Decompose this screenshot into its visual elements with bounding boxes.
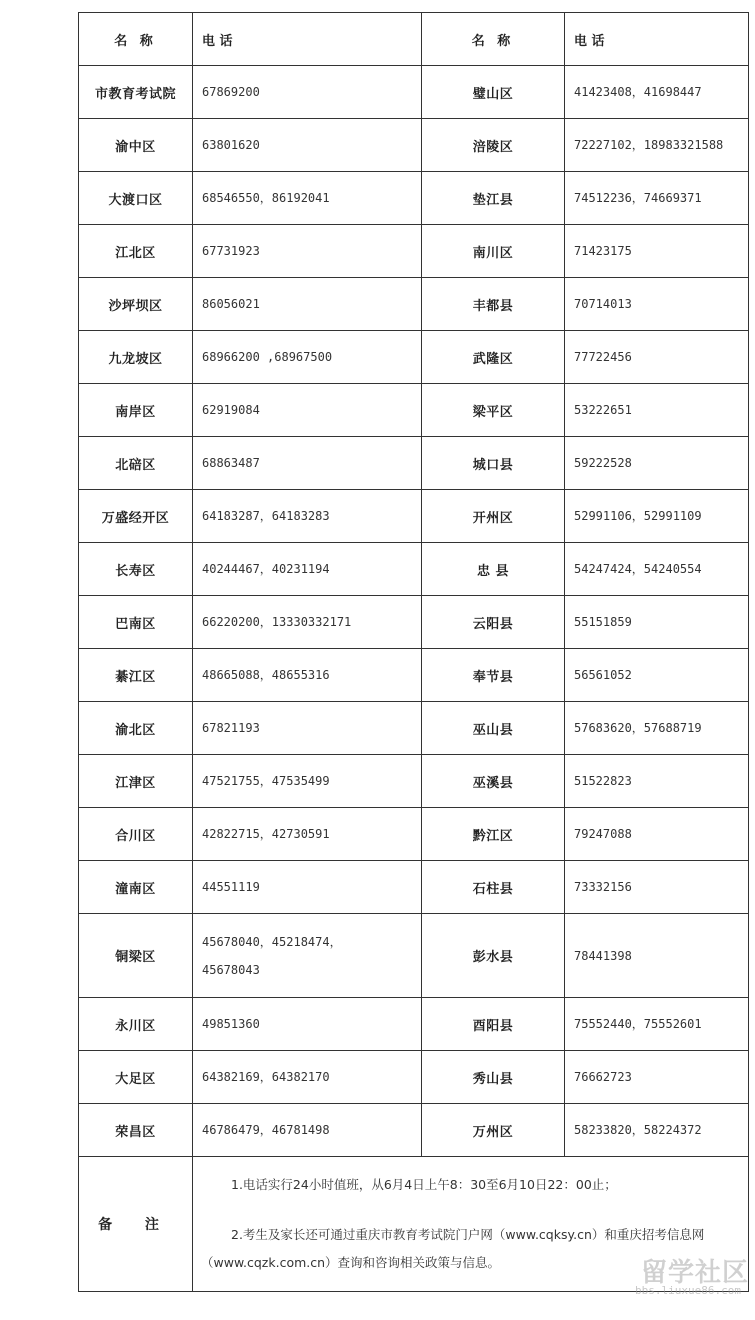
- table-row: [79, 490, 749, 543]
- left-district-name: 荣昌区: [79, 1104, 193, 1157]
- right-phone-number: 79247088: [565, 808, 749, 861]
- left-phone-number: 64382169，64382170: [193, 1051, 422, 1104]
- left-phone-number: 67731923: [193, 225, 422, 278]
- table-row: [79, 437, 749, 490]
- right-phone-number: 56561052: [565, 649, 749, 702]
- left-district-name: 綦江区: [79, 649, 193, 702]
- right-district-name: 梁平区: [422, 384, 565, 437]
- name-column-header: 名 称: [79, 13, 193, 66]
- watermark-url: bbs.liuxue86.com: [635, 1284, 741, 1297]
- table-row: [79, 331, 749, 384]
- left-phone-number: 64183287，64183283: [193, 490, 422, 543]
- right-phone-number: 71423175: [565, 225, 749, 278]
- left-district-name: 九龙坡区: [79, 331, 193, 384]
- notes-label: 备 注: [79, 1157, 193, 1292]
- left-district-name: 长寿区: [79, 543, 193, 596]
- right-phone-number: 53222651: [565, 384, 749, 437]
- table-row: [79, 596, 749, 649]
- watermark-logo-text: 留学社区: [640, 1258, 749, 1288]
- left-phone-number: 48665088，48655316: [193, 649, 422, 702]
- left-district-name: 合川区: [79, 808, 193, 861]
- table-row: [79, 755, 749, 808]
- right-phone-number: 76662723: [565, 1051, 749, 1104]
- table-row: [79, 702, 749, 755]
- right-district-name: 石柱县: [422, 861, 565, 914]
- table-row: [79, 861, 749, 914]
- left-district-name: 铜梁区: [79, 914, 193, 998]
- right-district-name: 城口县: [422, 437, 565, 490]
- left-phone-number: 63801620: [193, 119, 422, 172]
- contact-table: [78, 12, 749, 1292]
- table-row: [79, 172, 749, 225]
- left-district-name: 渝北区: [79, 702, 193, 755]
- left-district-name: 江津区: [79, 755, 193, 808]
- right-phone-number: 55151859: [565, 596, 749, 649]
- left-phone-number: [193, 914, 422, 998]
- left-phone-number: 47521755，47535499: [193, 755, 422, 808]
- phone-line: 45678043: [202, 962, 260, 977]
- left-phone-number: 68863487: [193, 437, 422, 490]
- right-phone-number: 72227102，18983321588: [565, 119, 749, 172]
- right-district-name: 丰都县: [422, 278, 565, 331]
- left-district-name: 市教育考试院: [79, 66, 193, 119]
- right-phone-number: 77722456: [565, 331, 749, 384]
- note-line-2: 2.考生及家长还可通过重庆市教育考试院门户网（www.cqksy.cn）和重庆招考信息网（www.cqzk.com.cn）查询和咨询相关政策与信息。: [201, 1227, 705, 1270]
- name-column-header: 名 称: [422, 13, 565, 66]
- right-phone-number: 74512236，74669371: [565, 172, 749, 225]
- right-phone-number: 52991106，52991109: [565, 490, 749, 543]
- left-phone-number: 68966200 ,68967500: [193, 331, 422, 384]
- table-row: [79, 543, 749, 596]
- table-row: [79, 225, 749, 278]
- right-district-name: 武隆区: [422, 331, 565, 384]
- left-phone-number: 86056021: [193, 278, 422, 331]
- left-district-name: 江北区: [79, 225, 193, 278]
- right-phone-number: 70714013: [565, 278, 749, 331]
- left-district-name: 万盛经开区: [79, 490, 193, 543]
- left-district-name: 巴南区: [79, 596, 193, 649]
- table-row: [79, 119, 749, 172]
- table-header-row: [79, 13, 749, 66]
- left-phone-number: 68546550，86192041: [193, 172, 422, 225]
- table-row: [79, 1104, 749, 1157]
- left-phone-number: 42822715，42730591: [193, 808, 422, 861]
- table-row: [79, 1051, 749, 1104]
- right-district-name: 奉节县: [422, 649, 565, 702]
- right-district-name: 璧山区: [422, 66, 565, 119]
- right-phone-number: 51522823: [565, 755, 749, 808]
- left-district-name: 沙坪坝区: [79, 278, 193, 331]
- right-district-name: 酉阳县: [422, 998, 565, 1051]
- left-phone-number: 40244467，40231194: [193, 543, 422, 596]
- left-phone-number: 66220200，13330332171: [193, 596, 422, 649]
- table-row: [79, 649, 749, 702]
- right-district-name: 南川区: [422, 225, 565, 278]
- right-district-name: 万州区: [422, 1104, 565, 1157]
- right-district-name: 垫江县: [422, 172, 565, 225]
- left-phone-number: 49851360: [193, 998, 422, 1051]
- right-district-name: 彭水县: [422, 914, 565, 998]
- left-phone-number: 44551119: [193, 861, 422, 914]
- table-row: [79, 998, 749, 1051]
- right-district-name: 巫溪县: [422, 755, 565, 808]
- left-phone-number: 67821193: [193, 702, 422, 755]
- note-line-1: 1.电话实行24小时值班，从6月4日上午8：30至6月10日22：00止；: [231, 1177, 617, 1192]
- phone-column-header: 电 话: [565, 13, 749, 66]
- right-phone-number: 78441398: [565, 914, 749, 998]
- phone-line: 45678040，45218474，: [202, 934, 342, 949]
- table-row: [79, 278, 749, 331]
- left-district-name: 大渡口区: [79, 172, 193, 225]
- table-row: [79, 66, 749, 119]
- right-district-name: 涪陵区: [422, 119, 565, 172]
- table-row: [79, 384, 749, 437]
- right-district-name: 云阳县: [422, 596, 565, 649]
- right-phone-number: 54247424，54240554: [565, 543, 749, 596]
- table-row: [79, 914, 749, 998]
- right-phone-number: 75552440，75552601: [565, 998, 749, 1051]
- right-phone-number: 58233820，58224372: [565, 1104, 749, 1157]
- left-district-name: 北碚区: [79, 437, 193, 490]
- right-phone-number: 59222528: [565, 437, 749, 490]
- left-district-name: 大足区: [79, 1051, 193, 1104]
- left-phone-number: 46786479，46781498: [193, 1104, 422, 1157]
- right-phone-number: 41423408，41698447: [565, 66, 749, 119]
- site-watermark: [599, 1252, 749, 1302]
- left-district-name: 潼南区: [79, 861, 193, 914]
- left-phone-number: 62919084: [193, 384, 422, 437]
- right-phone-number: 73332156: [565, 861, 749, 914]
- right-district-name: 忠 县: [422, 543, 565, 596]
- phone-column-header: 电 话: [193, 13, 422, 66]
- left-district-name: 永川区: [79, 998, 193, 1051]
- right-district-name: 秀山县: [422, 1051, 565, 1104]
- right-district-name: 巫山县: [422, 702, 565, 755]
- right-phone-number: 57683620，57688719: [565, 702, 749, 755]
- right-district-name: 开州区: [422, 490, 565, 543]
- right-district-name: 黔江区: [422, 808, 565, 861]
- left-phone-number: 67869200: [193, 66, 422, 119]
- left-district-name: 渝中区: [79, 119, 193, 172]
- table-row: [79, 808, 749, 861]
- left-district-name: 南岸区: [79, 384, 193, 437]
